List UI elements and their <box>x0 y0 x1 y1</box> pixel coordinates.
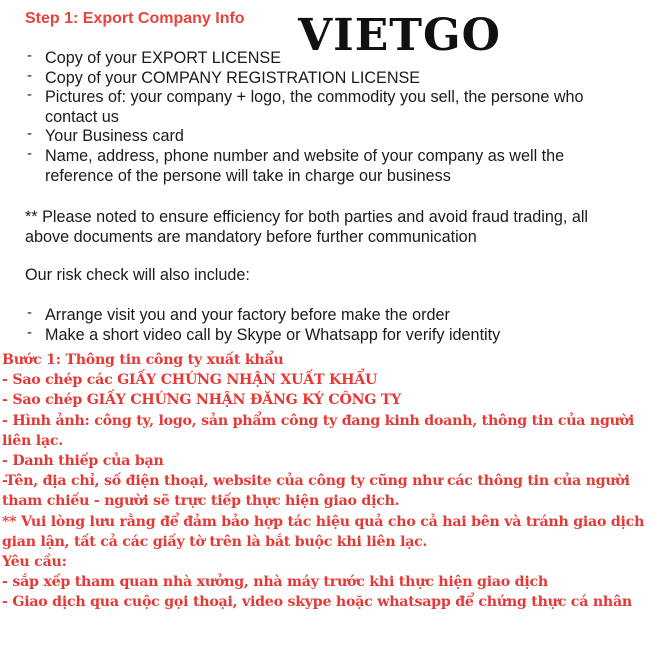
document-list <box>25 49 645 186</box>
list-item <box>25 306 645 326</box>
list-item-text: Copy of your COMPANY REGISTRATION LICENSE <box>45 68 421 87</box>
vietnamese-translation <box>2 350 650 613</box>
list-item <box>25 66 645 89</box>
list-item-text: Make a short video call by Skype or Whatsapp for verify identity <box>45 325 501 344</box>
list-item <box>25 88 630 127</box>
document-requirements <box>25 49 645 186</box>
list-item <box>25 49 645 69</box>
vi-line: - Sao chép GIẤY CHỨNG NHẬN ĐĂNG KÝ CÔNG TY <box>2 392 402 409</box>
english-heading: Step 1: Export Company Info <box>25 10 245 27</box>
list-item-text: Name, address, phone number and website of your company as well the reference of the persone will take in charge our business <box>45 146 565 185</box>
risk-check-heading: Our risk check will also include: <box>25 266 250 284</box>
dash-bullet: - <box>27 86 32 104</box>
mandatory-note: ** Please noted to ensure efficiency for both parties and avoid fraud trading, all above documents are mandatory before further communication <box>25 208 589 246</box>
vi-line: - Giao dịch qua cuộc gọi thoại, video skype hoặc whatsapp để chứng thực cá nhân <box>2 594 632 611</box>
vi-line: -Tên, địa chỉ, số điện thoại, website của công ty cũng như các thông tin của người tham chiếu - người sẽ trực tiếp thực hiện giao dịch. <box>2 473 630 510</box>
list-item-text: Copy of your EXPORT LICENSE <box>45 49 282 67</box>
dash-bullet: - <box>27 47 32 64</box>
list-item <box>25 323 645 346</box>
dash-bullet: - <box>27 323 32 341</box>
risk-check-list <box>25 306 645 345</box>
list-item-text: Pictures of: your company + logo, the commodity you sell, the persone who contact us <box>45 88 584 126</box>
risk-check-section <box>25 306 645 345</box>
vi-requirements-heading: Yêu cầu: <box>2 554 67 571</box>
vietgo-logo: VIETGO <box>298 10 501 61</box>
list-item-text: Arrange visit you and your factory before make the order <box>45 306 450 324</box>
vi-line: - sắp xếp tham quan nhà xưởng, nhà máy trước khi thực hiện giao dịch <box>2 574 548 591</box>
dash-bullet: - <box>27 66 32 84</box>
vi-line: - Danh thiếp của bạn <box>2 453 164 470</box>
list-item <box>25 144 630 186</box>
list-item-text: Your Business card <box>45 127 184 146</box>
dash-bullet: - <box>27 304 32 321</box>
dash-bullet: - <box>27 144 32 162</box>
vi-line: - Hình ảnh: công ty, logo, sản phẩm công ty đang kinh doanh, thông tin của người liên lạc. <box>2 412 635 449</box>
vi-line: - Sao chép các GIẤY CHỨNG NHẬN XUẤT KHẨU <box>2 372 378 389</box>
vi-note: ** Vui lòng lưu rằng để đảm bảo hợp tác hiệu quả cho cả hai bên và tránh giao dịch gian lận, tất cả các giấy tờ trên là bắt buộc khi liên lạc. <box>2 513 645 550</box>
dash-bullet: - <box>27 125 32 143</box>
vi-heading: Bước 1: Thông tin công ty xuất khẩu <box>2 352 284 368</box>
list-item <box>25 127 645 147</box>
